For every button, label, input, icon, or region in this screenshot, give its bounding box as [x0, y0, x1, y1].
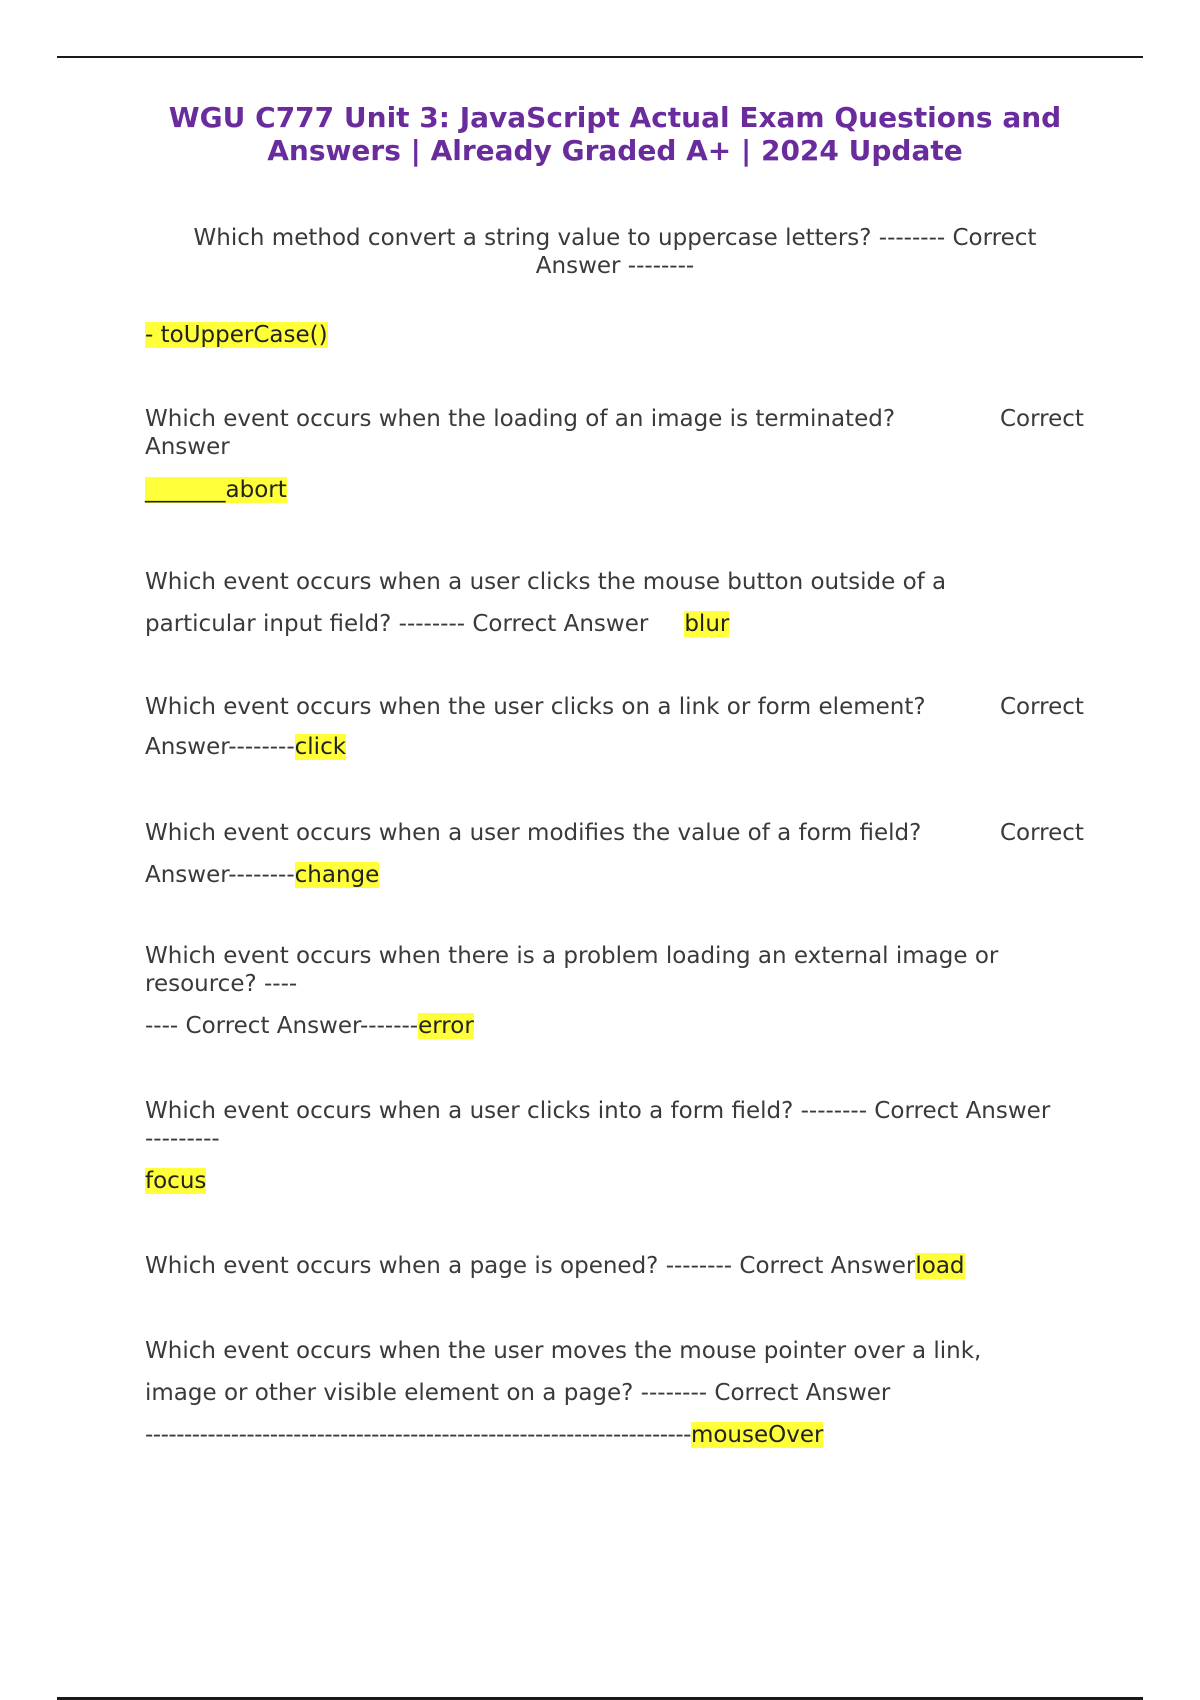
question-2-line-1: Which event occurs when the loading of an image is terminated?: [145, 406, 896, 432]
question-7-line-2: ---------: [145, 1126, 220, 1152]
question-3-line-1: Which event occurs when a user clicks the mouse button outside of a: [145, 569, 947, 595]
question-8: [145, 1252, 965, 1280]
question-9-line-3: ----------------------------------------------------------------------mouseOver: [145, 1422, 824, 1448]
answer-2-highlight: [145, 477, 287, 503]
question-9: [145, 1330, 981, 1456]
answer-8-highlight: load: [915, 1253, 965, 1279]
question-7: [145, 1097, 1050, 1153]
question-6: [145, 942, 998, 1040]
question-5-line-2: Answer--------change: [145, 862, 380, 888]
question-9-line-2: image or other visible element on a page? -------- Correct Answer: [145, 1380, 891, 1406]
question-5-correct: Correct: [1000, 820, 1084, 846]
question-2-line-2: Answer: [145, 434, 230, 460]
question-4-line-1: Which event occurs when the user clicks on a link or form element?: [145, 694, 926, 720]
question-2-correct: Correct: [1000, 406, 1084, 432]
answer-1: [145, 321, 328, 349]
answer-1-highlight: - toUpperCase(): [145, 322, 328, 348]
title-line-2: Answers | Already Graded A+ | 2024 Update: [267, 134, 963, 167]
question-2: [145, 405, 1090, 465]
answer-2-prefix: _______: [145, 477, 226, 503]
answer-9-highlight: mouseOver: [690, 1422, 824, 1448]
question-5-line-1: Which event occurs when a user modifies the value of a form field?: [145, 820, 922, 846]
question-6-line-3: ---- Correct Answer-------error: [145, 1013, 474, 1039]
question-3: [145, 561, 946, 645]
question-4: [145, 687, 1090, 767]
question-4-line-2: Answer--------click: [145, 734, 347, 760]
question-1-line-2: Answer --------: [535, 253, 695, 279]
answer-3-highlight: blur: [684, 611, 730, 637]
question-4-correct: Correct: [1000, 694, 1084, 720]
question-9-line-1: Which event occurs when the user moves the mouse pointer over a link,: [145, 1338, 982, 1364]
question-1: [110, 224, 1120, 280]
question-6-line-1: Which event occurs when there is a problem loading an external image or: [145, 943, 999, 969]
answer-6-highlight: error: [418, 1013, 474, 1039]
answer-5-highlight: change: [294, 862, 380, 888]
answer-2-value: abort: [225, 477, 287, 503]
document-title: [110, 101, 1120, 167]
question-7-line-1: Which event occurs when a user clicks into a form field? -------- Correct Answer: [145, 1098, 1051, 1124]
question-8-line-1: Which event occurs when a page is opened? -------- Correct Answer: [145, 1253, 916, 1279]
question-6-line-2: resource? ----: [145, 971, 298, 997]
title-line-1: WGU C777 Unit 3: JavaScript Actual Exam Questions and: [168, 101, 1062, 134]
question-5: [145, 812, 1090, 896]
answer-7-highlight: focus: [145, 1168, 207, 1194]
answer-7: [145, 1167, 206, 1195]
answer-4-highlight: click: [294, 734, 347, 760]
answer-2: [145, 476, 287, 504]
question-3-line-2: particular input field? -------- Correct Answer blur: [145, 611, 730, 637]
top-rule: [57, 56, 1143, 58]
question-1-line-1: Which method convert a string value to uppercase letters? -------- Correct: [193, 225, 1037, 251]
